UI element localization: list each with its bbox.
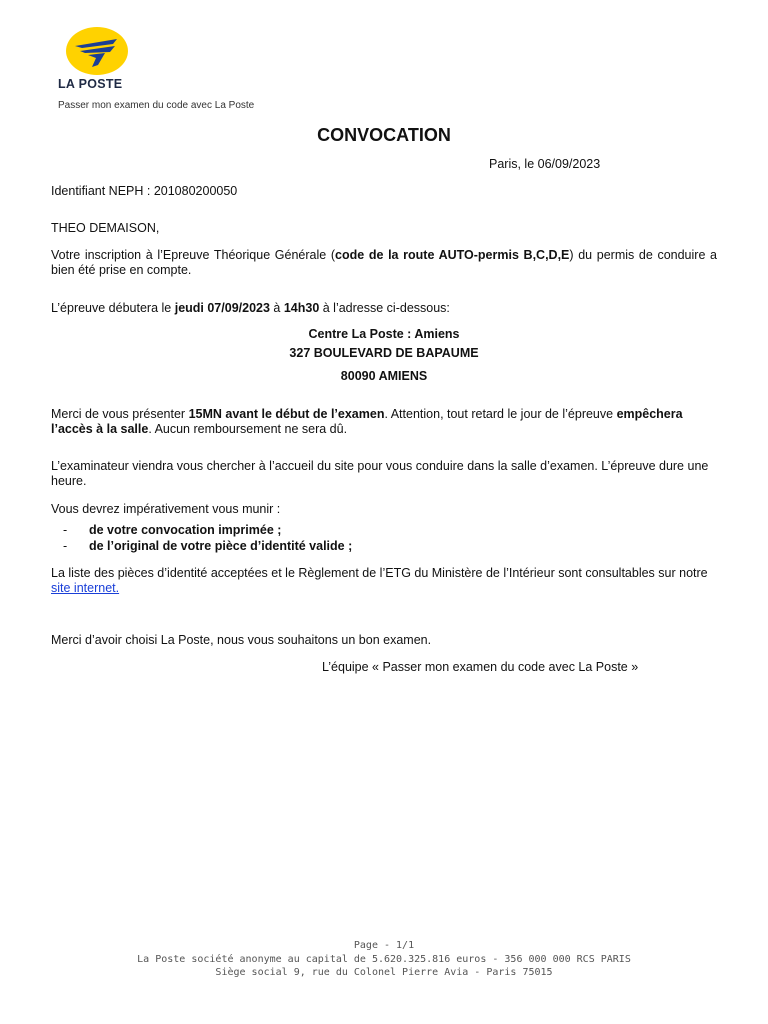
list-item (63, 523, 352, 539)
page-footer (0, 939, 768, 980)
required-items-list (63, 523, 352, 555)
list-item (63, 539, 352, 555)
page-title: CONVOCATION (317, 125, 451, 145)
start-text-2: à (269, 301, 284, 315)
arrival-text-2: . Attention, tout retard le jour de l’épreuve (384, 407, 617, 421)
inscription-exam-type: code de la route AUTO-permis B,C,D,E (335, 248, 570, 262)
exam-start-paragraph (51, 301, 717, 316)
examiner-paragraph: L’examinateur viendra vous chercher à l’accueil du site pour vous conduire dans la salle d’examen. L’épreuve dure une heure. (51, 459, 709, 488)
list-dash: - (63, 523, 68, 537)
arrival-text-1: Merci de vous présenter (51, 407, 189, 421)
list-dash: - (63, 539, 68, 553)
place-date: Paris, le 06/09/2023 (489, 157, 601, 171)
logo-name: LA POSTE (58, 77, 123, 91)
documents-text: La liste des pièces d’identité acceptées et le Règlement de l’ETG du Ministère de l’Intérieur sont consultables sur notre (51, 566, 708, 580)
inscription-text-1: Votre inscription à l’Epreuve Théorique Générale ( (51, 248, 336, 262)
thanks-line: Merci d’avoir choisi La Poste, nous vous souhaitons un bon examen. (51, 633, 432, 647)
exam-center-street: 327 BOULEVARD DE BAPAUME (289, 346, 479, 360)
arrival-paragraph (51, 407, 717, 437)
start-text-3: à l’adresse ci-dessous: (319, 301, 450, 315)
arrival-text-3: . Aucun remboursement ne sera dû. (148, 422, 348, 436)
inscription-paragraph (51, 248, 717, 278)
exam-center-name: Centre La Poste : Amiens (308, 327, 460, 341)
head-office-address: Siège social 9, rue du Colonel Pierre Avia - Paris 75015 (215, 967, 553, 978)
exam-center-city: 80090 AMIENS (340, 369, 428, 383)
start-text-1: L’épreuve débutera le (51, 301, 175, 315)
company-info: La Poste société anonyme au capital de 5.620.325.816 euros - 356 000 000 RCS PARIS (137, 953, 631, 965)
page-number: Page - 1/1 (353, 940, 415, 951)
exam-date: jeudi 07/09/2023 (174, 301, 270, 315)
logo-tagline: Passer mon examen du code avec La Poste (58, 100, 255, 111)
neph-identifier: Identifiant NEPH : 201080200050 (51, 184, 238, 198)
arrival-time-warning: 15MN avant le début de l’examen (188, 407, 385, 421)
documents-paragraph (51, 566, 717, 596)
list-item-text: de l’original de votre pièce d’identité valide ; (89, 539, 353, 553)
access-denied-warning: empêchera l’accès à la salle (51, 407, 683, 436)
la-poste-bird-icon (65, 26, 129, 76)
bring-intro: Vous devrez impérativement vous munir : (51, 502, 281, 516)
exam-time: 14h30 (283, 301, 320, 315)
recipient-name: THEO DEMAISON, (51, 221, 160, 235)
site-internet-link[interactable]: site internet. (51, 581, 120, 595)
signature: L’équipe « Passer mon examen du code avec La Poste » (322, 660, 639, 674)
inscription-text-2: ) du permis de conduire a bien été prise en compte. (51, 248, 717, 277)
list-item-text: de votre convocation imprimée ; (89, 523, 282, 537)
